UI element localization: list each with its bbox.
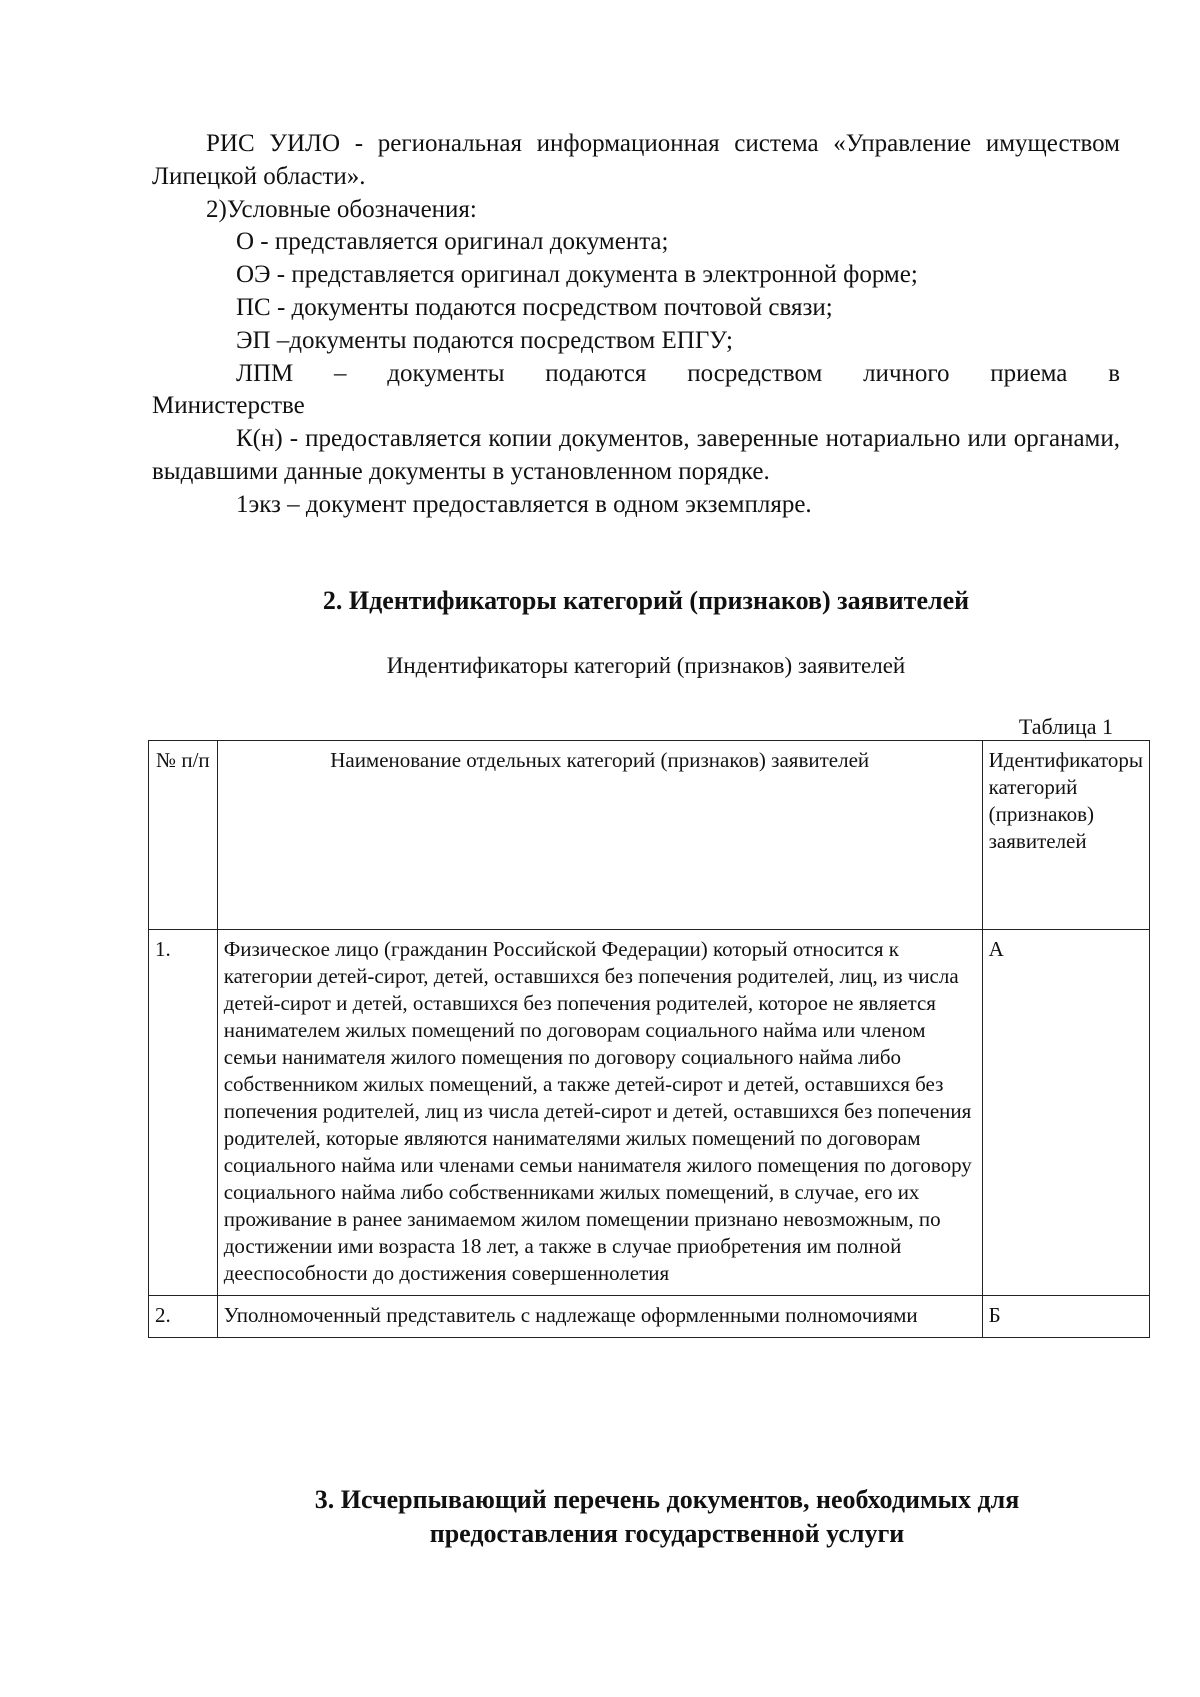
- legend-item-lpm: ЛПМ – документы подаются посредством личного приема в: [236, 359, 1120, 387]
- legend-item-ep: ЭП –документы подаются посредством ЕПГУ;: [236, 326, 733, 354]
- section-3-title-line-1: 3. Исчерпывающий перечень документов, необходимых для: [314, 1485, 1020, 1514]
- table-number-label: Таблица 1: [1018, 714, 1113, 739]
- row-2-identifier: Б: [982, 1296, 1149, 1338]
- section-2-title: 2. Идентификаторы категорий (признаков) заявителей: [322, 586, 970, 615]
- row-1-name: Физическое лицо (гражданин Российской Федерации) который относится к категории детей-сирот, детей, оставшихся без попечения родителей, лиц, из числа детей-сирот и детей, оставшихся без попечения родителей, которое не является нанимателем жилых помещений по договорам социального найма или членом семьи нанимателя жилого помещения по договору социального найма либо собственником жилых помещений, а также детей-сирот и детей, оставшихся без попечения родителей, лиц из числа детей-сирот и детей, оставшихся без попечения родителей, которые являются нанимателями жилых помещений по договорам социального найма или членами семьи нанимателя жилого помещения по договору социального найма либо собственниками жилых помещений, в случае, его их проживание в ранее занимаемом жилом помещении признано невозможным, по достижении ими возраста 18 лет, а также в случае приобретения им полной дееспособности до достижения совершеннолетия: [217, 930, 982, 1296]
- applicant-categories-table: [148, 740, 1150, 1338]
- header-num: № п/п: [149, 741, 218, 930]
- legend-item-o: О - представляется оригинал документа;: [236, 228, 669, 256]
- section-3-title: [152, 1483, 1120, 1551]
- header-name: Наименование отдельных категорий (признаков) заявителей: [217, 741, 982, 930]
- table-caption: Индентификаторы категорий (признаков) заявителей: [386, 653, 906, 678]
- ris-definition: РИС УИЛО - региональная информационная система «Управление имуществом Липецкой области».: [152, 130, 1120, 190]
- legend-heading: 2)Условные обозначения:: [206, 195, 477, 223]
- table-row: [149, 930, 1150, 1296]
- intro-block: [152, 128, 1120, 522]
- row-2-name: Уполномоченный представитель с надлежаще оформленными полномочиями: [217, 1296, 982, 1338]
- header-identifier: Идентификаторы категорий (признаков) заявителей: [982, 741, 1149, 930]
- legend-item-oe: ОЭ - представляется оригинал документа в электронной форме;: [236, 261, 918, 289]
- table-row: [149, 1296, 1150, 1338]
- legend-item-lpm-continued: Министерстве: [152, 392, 305, 420]
- table-header-row: [149, 741, 1150, 930]
- row-2-num: 2.: [149, 1296, 218, 1338]
- legend-item-1ekz: 1экз – документ предоставляется в одном экземпляре.: [236, 490, 812, 518]
- row-1-identifier: А: [982, 930, 1149, 1296]
- section-3-title-line-2: предоставления государственной услуги: [429, 1519, 905, 1548]
- legend-item-kn: К(н) - предоставляется копии документов, заверенные нотариально или органами, выдавшими данные документы в установленном порядке.: [152, 425, 1120, 485]
- legend-item-ps: ПС - документы подаются посредством почтовой связи;: [236, 293, 833, 321]
- row-1-num: 1.: [149, 930, 218, 1296]
